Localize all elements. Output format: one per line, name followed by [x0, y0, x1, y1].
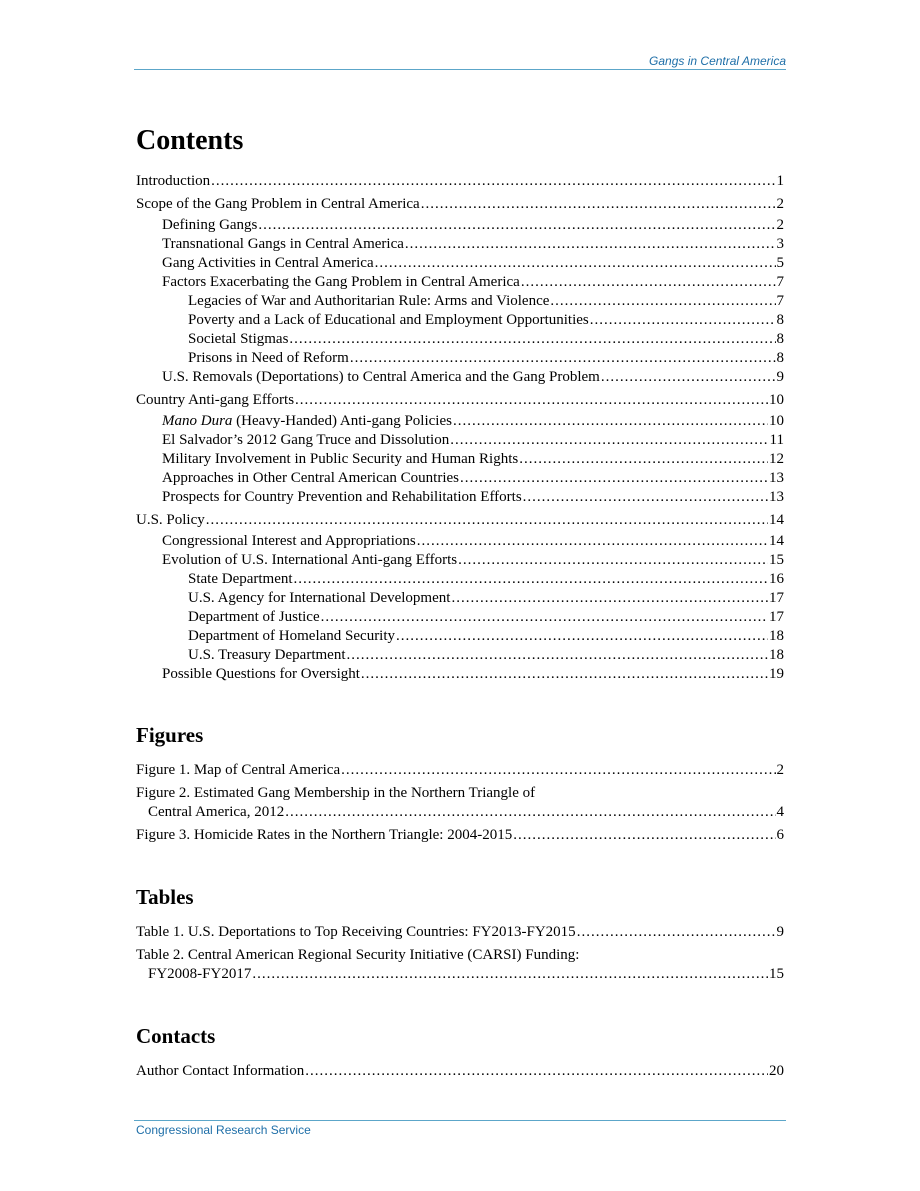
toc-entry-legacies-of-war[interactable]: Legacies of War and Authoritarian Rule: Arms and Violence ..... 7 [136, 292, 784, 311]
toc-entry-author-contact[interactable]: Author Contact Information ..... 20 [136, 1062, 784, 1081]
contents-heading: Contents [136, 125, 244, 156]
toc-entry-us-policy[interactable]: U.S. Policy ..... 14 [136, 511, 784, 530]
toc-entry-prisons[interactable]: Prisons in Need of Reform ..... 8 [136, 349, 784, 368]
toc-entry-congressional-interest[interactable]: Congressional Interest and Appropriations ..... 14 [136, 532, 784, 551]
running-footer: Congressional Research Service [136, 1123, 311, 1137]
toc-entry-transnational-gangs[interactable]: Transnational Gangs in Central America ..... 3 [136, 235, 784, 254]
toc-entry-oversight[interactable]: Possible Questions for Oversight ..... 19 [136, 665, 784, 684]
toc-entry-military-involvement[interactable]: Military Involvement in Public Security and Human Rights ..... 12 [136, 450, 784, 469]
toc-entry-state-department[interactable]: State Department ..... 16 [136, 570, 784, 589]
toc-entry-other-approaches[interactable]: Approaches in Other Central American Countries ..... 13 [136, 469, 784, 488]
toc-entry-defining-gangs[interactable]: Defining Gangs ..... 2 [136, 216, 784, 235]
toc-entry-scope[interactable]: Scope of the Gang Problem in Central America ..... 2 [136, 195, 784, 214]
tables-list [136, 923, 784, 984]
contents-list [136, 172, 784, 684]
figures-heading: Figures [136, 723, 204, 747]
toc-entry-gang-truce[interactable]: El Salvador’s 2012 Gang Truce and Dissolution ..... 11 [136, 431, 784, 450]
footer-rule [134, 1120, 786, 1121]
contacts-list [136, 1062, 784, 1081]
toc-entry-table-1[interactable]: Table 1. U.S. Deportations to Top Receiving Countries: FY2013-FY2015 ..... 9 [136, 923, 784, 942]
toc-entry-table-2[interactable]: Table 2. Central American Regional Security Initiative (CARSI) Funding: FY2008-FY2017 ..... 15 [136, 946, 784, 984]
tables-heading: Tables [136, 885, 194, 909]
table-of-contents [136, 124, 784, 1081]
toc-entry-figure-3[interactable]: Figure 3. Homicide Rates in the Northern Triangle: 2004-2015 ..... 6 [136, 826, 784, 845]
toc-entry-introduction[interactable]: Introduction ..... 1 [136, 172, 784, 191]
toc-entry-doj[interactable]: Department of Justice ..... 17 [136, 608, 784, 627]
toc-entry-poverty[interactable]: Poverty and a Lack of Educational and Employment Opportunities ..... 8 [136, 311, 784, 330]
toc-entry-figure-2[interactable]: Figure 2. Estimated Gang Membership in the Northern Triangle of Central America, 2012 ..... 4 [136, 784, 784, 822]
toc-entry-usaid[interactable]: U.S. Agency for International Development ..... 17 [136, 589, 784, 608]
toc-entry-prospects[interactable]: Prospects for Country Prevention and Rehabilitation Efforts ..... 13 [136, 488, 784, 507]
toc-entry-country-anti-gang[interactable]: Country Anti-gang Efforts ..... 10 [136, 391, 784, 410]
toc-entry-gang-activities[interactable]: Gang Activities in Central America ..... 5 [136, 254, 784, 273]
toc-entry-figure-1[interactable]: Figure 1. Map of Central America ..... 2 [136, 761, 784, 780]
toc-entry-dhs[interactable]: Department of Homeland Security ..... 18 [136, 627, 784, 646]
header-rule [134, 69, 786, 70]
toc-entry-mano-dura[interactable]: Mano Dura (Heavy-Handed) Anti-gang Policies ..... 10 [136, 412, 784, 431]
toc-entry-treasury[interactable]: U.S. Treasury Department ..... 18 [136, 646, 784, 665]
toc-entry-us-removals[interactable]: U.S. Removals (Deportations) to Central America and the Gang Problem ..... 9 [136, 368, 784, 387]
toc-entry-societal-stigmas[interactable]: Societal Stigmas ..... 8 [136, 330, 784, 349]
contacts-heading: Contacts [136, 1024, 216, 1048]
toc-entry-evolution[interactable]: Evolution of U.S. International Anti-gang Efforts ..... 15 [136, 551, 784, 570]
figures-list [136, 761, 784, 845]
running-header: Gangs in Central America [649, 54, 786, 68]
toc-entry-factors[interactable]: Factors Exacerbating the Gang Problem in Central America ..... 7 [136, 273, 784, 292]
